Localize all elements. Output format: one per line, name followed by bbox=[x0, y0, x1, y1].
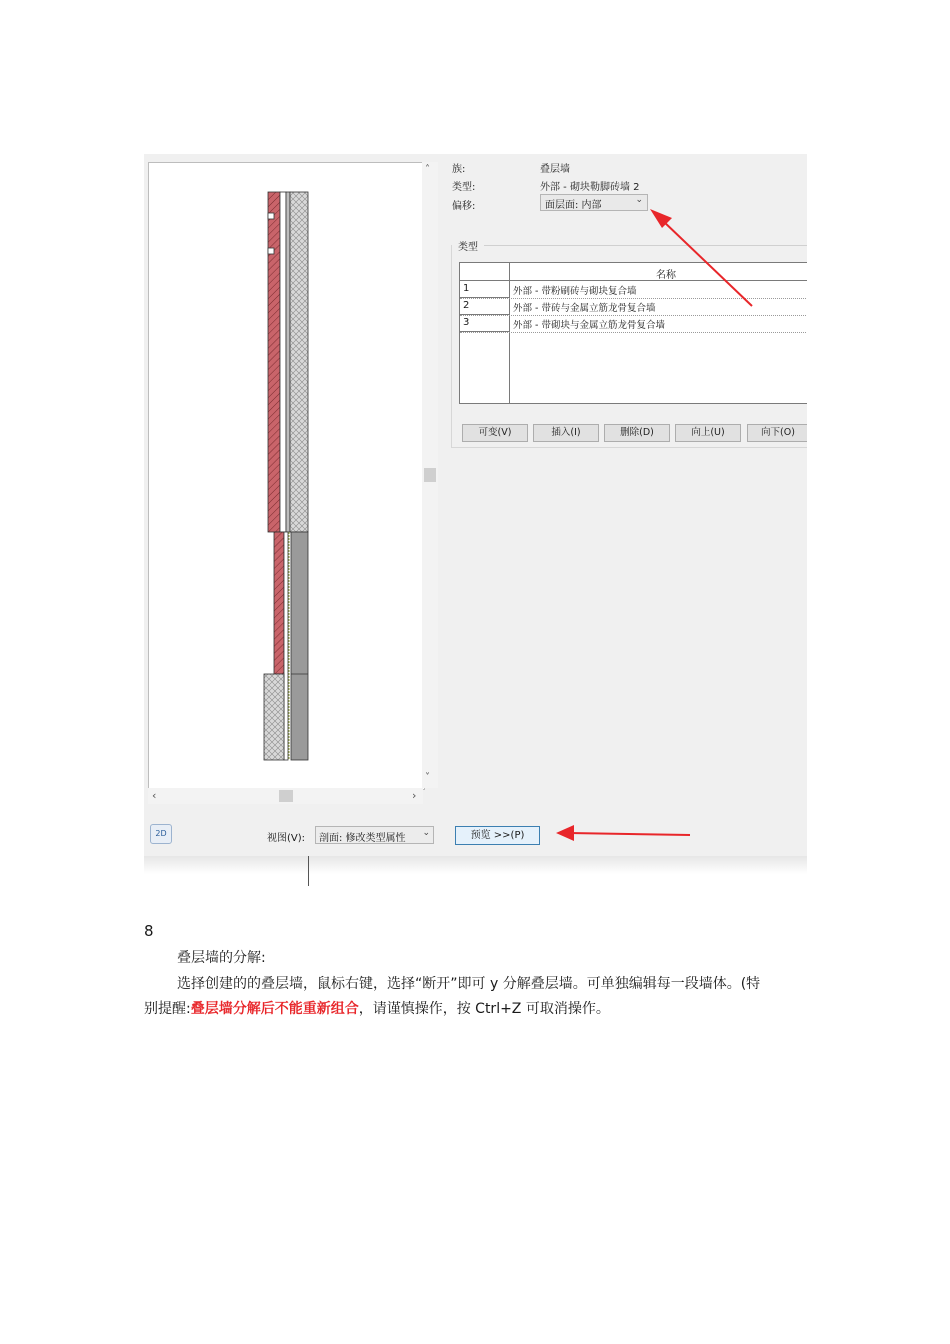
row-number: 3 bbox=[463, 317, 470, 328]
delete-button[interactable]: 删除(D) bbox=[604, 424, 670, 442]
warning-suffix: ，请谨慎操作，按 Ctrl+Z 可取消操作。 bbox=[358, 1001, 610, 1017]
row-number: 1 bbox=[463, 283, 470, 294]
offset-arrow-line bbox=[662, 220, 752, 306]
scroll-up-icon[interactable]: ˄ bbox=[425, 164, 430, 175]
scroll-left-icon[interactable]: ‹ bbox=[152, 789, 157, 802]
table-header-name: 名称 bbox=[656, 270, 676, 281]
family-value: 叠层墙 bbox=[540, 164, 570, 175]
scroll-down-icon[interactable]: ˅ bbox=[425, 772, 430, 783]
preview-button[interactable]: 预览 >>(P) bbox=[455, 826, 540, 845]
family-label: 族: bbox=[452, 164, 466, 175]
view-select-value: 剖面: 修改类型属性 bbox=[319, 833, 406, 844]
view-label: 视图(V): bbox=[267, 833, 306, 844]
preview-arrow-head bbox=[556, 825, 574, 841]
type-value: 外部 - 砌块勒脚砖墙 2 bbox=[540, 182, 640, 193]
step-number: 8 bbox=[144, 922, 154, 940]
row-name: 外部 - 带粉刷砖与砌块复合墙 bbox=[513, 286, 637, 297]
row-number: 2 bbox=[463, 300, 470, 311]
offset-label: 偏移: bbox=[452, 201, 476, 212]
variable-button[interactable]: 可变(V) bbox=[462, 424, 528, 442]
section-heading: 叠层墙的分解: bbox=[177, 950, 266, 966]
preview-arrow-line bbox=[569, 833, 690, 835]
offset-select-value: 面层面: 内部 bbox=[545, 200, 602, 211]
move-up-button[interactable]: 向上(U) bbox=[675, 424, 741, 442]
paragraph-line-1: 选择创建的的叠层墙，鼠标右键，选择“断开”即可 y 分解叠层墙。可单独编辑每一段墙体。(特 bbox=[177, 976, 761, 992]
type-label: 类型: bbox=[452, 182, 476, 193]
scroll-right-icon[interactable]: › bbox=[412, 789, 417, 802]
warning-prefix: 别提醒: bbox=[144, 1001, 191, 1017]
warning-text: 叠层墙分解后不能重新组合 bbox=[190, 1001, 359, 1017]
annotation-arrows bbox=[144, 154, 807, 886]
view-2d-icon[interactable]: 2D bbox=[150, 824, 172, 844]
row-name: 外部 - 带砖与金属立筋龙骨复合墙 bbox=[513, 303, 656, 314]
row-name: 外部 - 带砌块与金属立筋龙骨复合墙 bbox=[513, 320, 665, 331]
paragraph-line-2 bbox=[144, 997, 610, 1021]
insert-button[interactable]: 插入(I) bbox=[533, 424, 599, 442]
chevron-down-icon: ⌄ bbox=[422, 828, 430, 838]
move-down-button[interactable]: 向下(O) bbox=[747, 424, 807, 442]
types-group-title: 类型 bbox=[458, 238, 481, 253]
stacked-wall-dialog-screenshot bbox=[144, 154, 807, 886]
chevron-down-icon: ⌄ bbox=[635, 195, 643, 205]
